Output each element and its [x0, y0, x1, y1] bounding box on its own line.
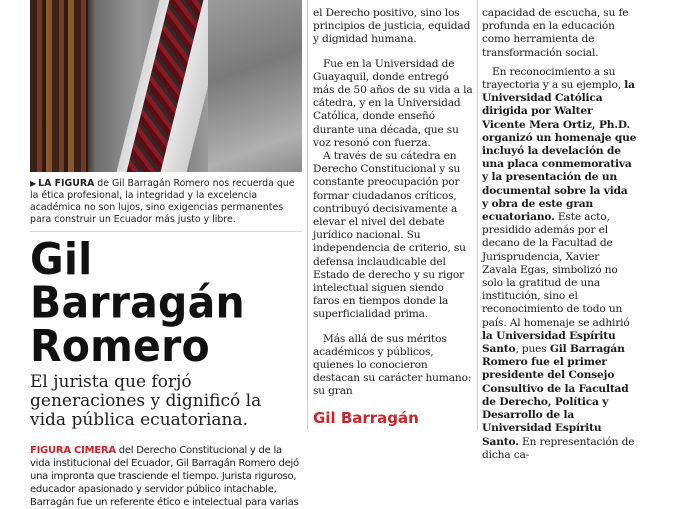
- bookshelf-graphic: [30, 0, 88, 172]
- caption-lead: LA FIGURA: [38, 178, 95, 189]
- section-subtitle: Gil Barragán: [313, 409, 419, 427]
- bold-run: Gil Barragán Romero fue el primer presidente del Consejo Consultivo de la Facultad de Derecho, Política y Desarrollo de la Universidad Espíritu Santo.: [482, 343, 629, 448]
- paragraph: A través de su cátedra en Derecho Constitucional y su constante preocupación por formar ciudadanos críticos, contribuyó decisivamente a elevar el nivel del debate jurídico nacional. Su independencia de criterio, su defensa inclaudicable del Estado de derecho y su rigor intelectual siguen siendo faros en tiempos donde la superficialidad prima.: [313, 150, 466, 321]
- bold-run: la Universidad Católica dirigida por Walter Vicente Mera Ortiz, Ph.D. organizó un homenaje que incluyó la develación de una placa conmemorativa y la presentación de un documental sobre la vida y obra de este gran ecuatoriano.: [482, 79, 637, 224]
- text-run: En reconocimiento a su trayectoria y a su ejemplo,: [482, 65, 625, 92]
- headline: [30, 233, 302, 372]
- intro-text: del Derecho Constitucional y de la vida institucional del Ecuador, Gil Barragán Romero dejó una impronta que trasciende el tiempo. Jurista riguroso, educador apasionado y servidor público intachable, Barragán fue un referente ético e intelectual para varias: [30, 445, 299, 508]
- article-intro: [30, 444, 302, 509]
- paragraph: el Derecho positivo, sino los principios de justicia, equidad y dignidad humana.: [313, 7, 471, 46]
- text-run: , pues: [515, 343, 550, 356]
- column-2: [313, 0, 473, 430]
- divider: [30, 231, 302, 232]
- column-rule: [307, 0, 308, 430]
- text-run: En representación de dicha ca-: [482, 435, 635, 461]
- column-3: [482, 0, 637, 462]
- headline-line-1: Gil Barragán: [30, 233, 245, 329]
- headline-line-2: Romero: [30, 320, 210, 372]
- text-run: Este acto, presidido además por el decano de la Facultad de Jurisprudencia, Xavier Zavala Egas, simbolizó no solo la gratitud de una institución, sino el reconocimiento de todo un país. Al homenaje se adhirió: [482, 211, 630, 329]
- column-1: [30, 0, 302, 509]
- paragraph: Fue en la Universidad de Guayaquil, donde entregó más de 50 años de su vida a la cátedra, y en la Universidad Católica, donde enseñó durante una década, que su voz resonó con fuerza.: [313, 57, 473, 149]
- jacket-graphic: [208, 0, 302, 172]
- bold-run: la Universidad Espíritu Santo: [482, 329, 616, 356]
- paragraph: [482, 66, 637, 462]
- subheadline: El jurista que forjó generaciones y dignificó la vida pública ecuatoriana.: [30, 372, 262, 430]
- photo-caption: [30, 178, 302, 226]
- paragraph: Más allá de sus méritos académicos y públicos, quienes lo conocieron destacan su carácter humano: su gran: [313, 332, 472, 398]
- paragraph: capacidad de escucha, su fe profunda en la educación como herramienta de transformación social.: [482, 7, 629, 59]
- intro-lead: FIGURA CIMERA: [30, 445, 116, 456]
- column-rule: [477, 0, 478, 430]
- caption-text: de Gil Barragán Romero nos recuerda que la ética profesional, la integridad y la excelencia académica no son lujos, sino exigencias permanentes para construir un Ecuador más justo y libre.: [30, 178, 295, 225]
- portrait-photo: [30, 0, 302, 172]
- triangle-icon: ▶: [30, 179, 37, 188]
